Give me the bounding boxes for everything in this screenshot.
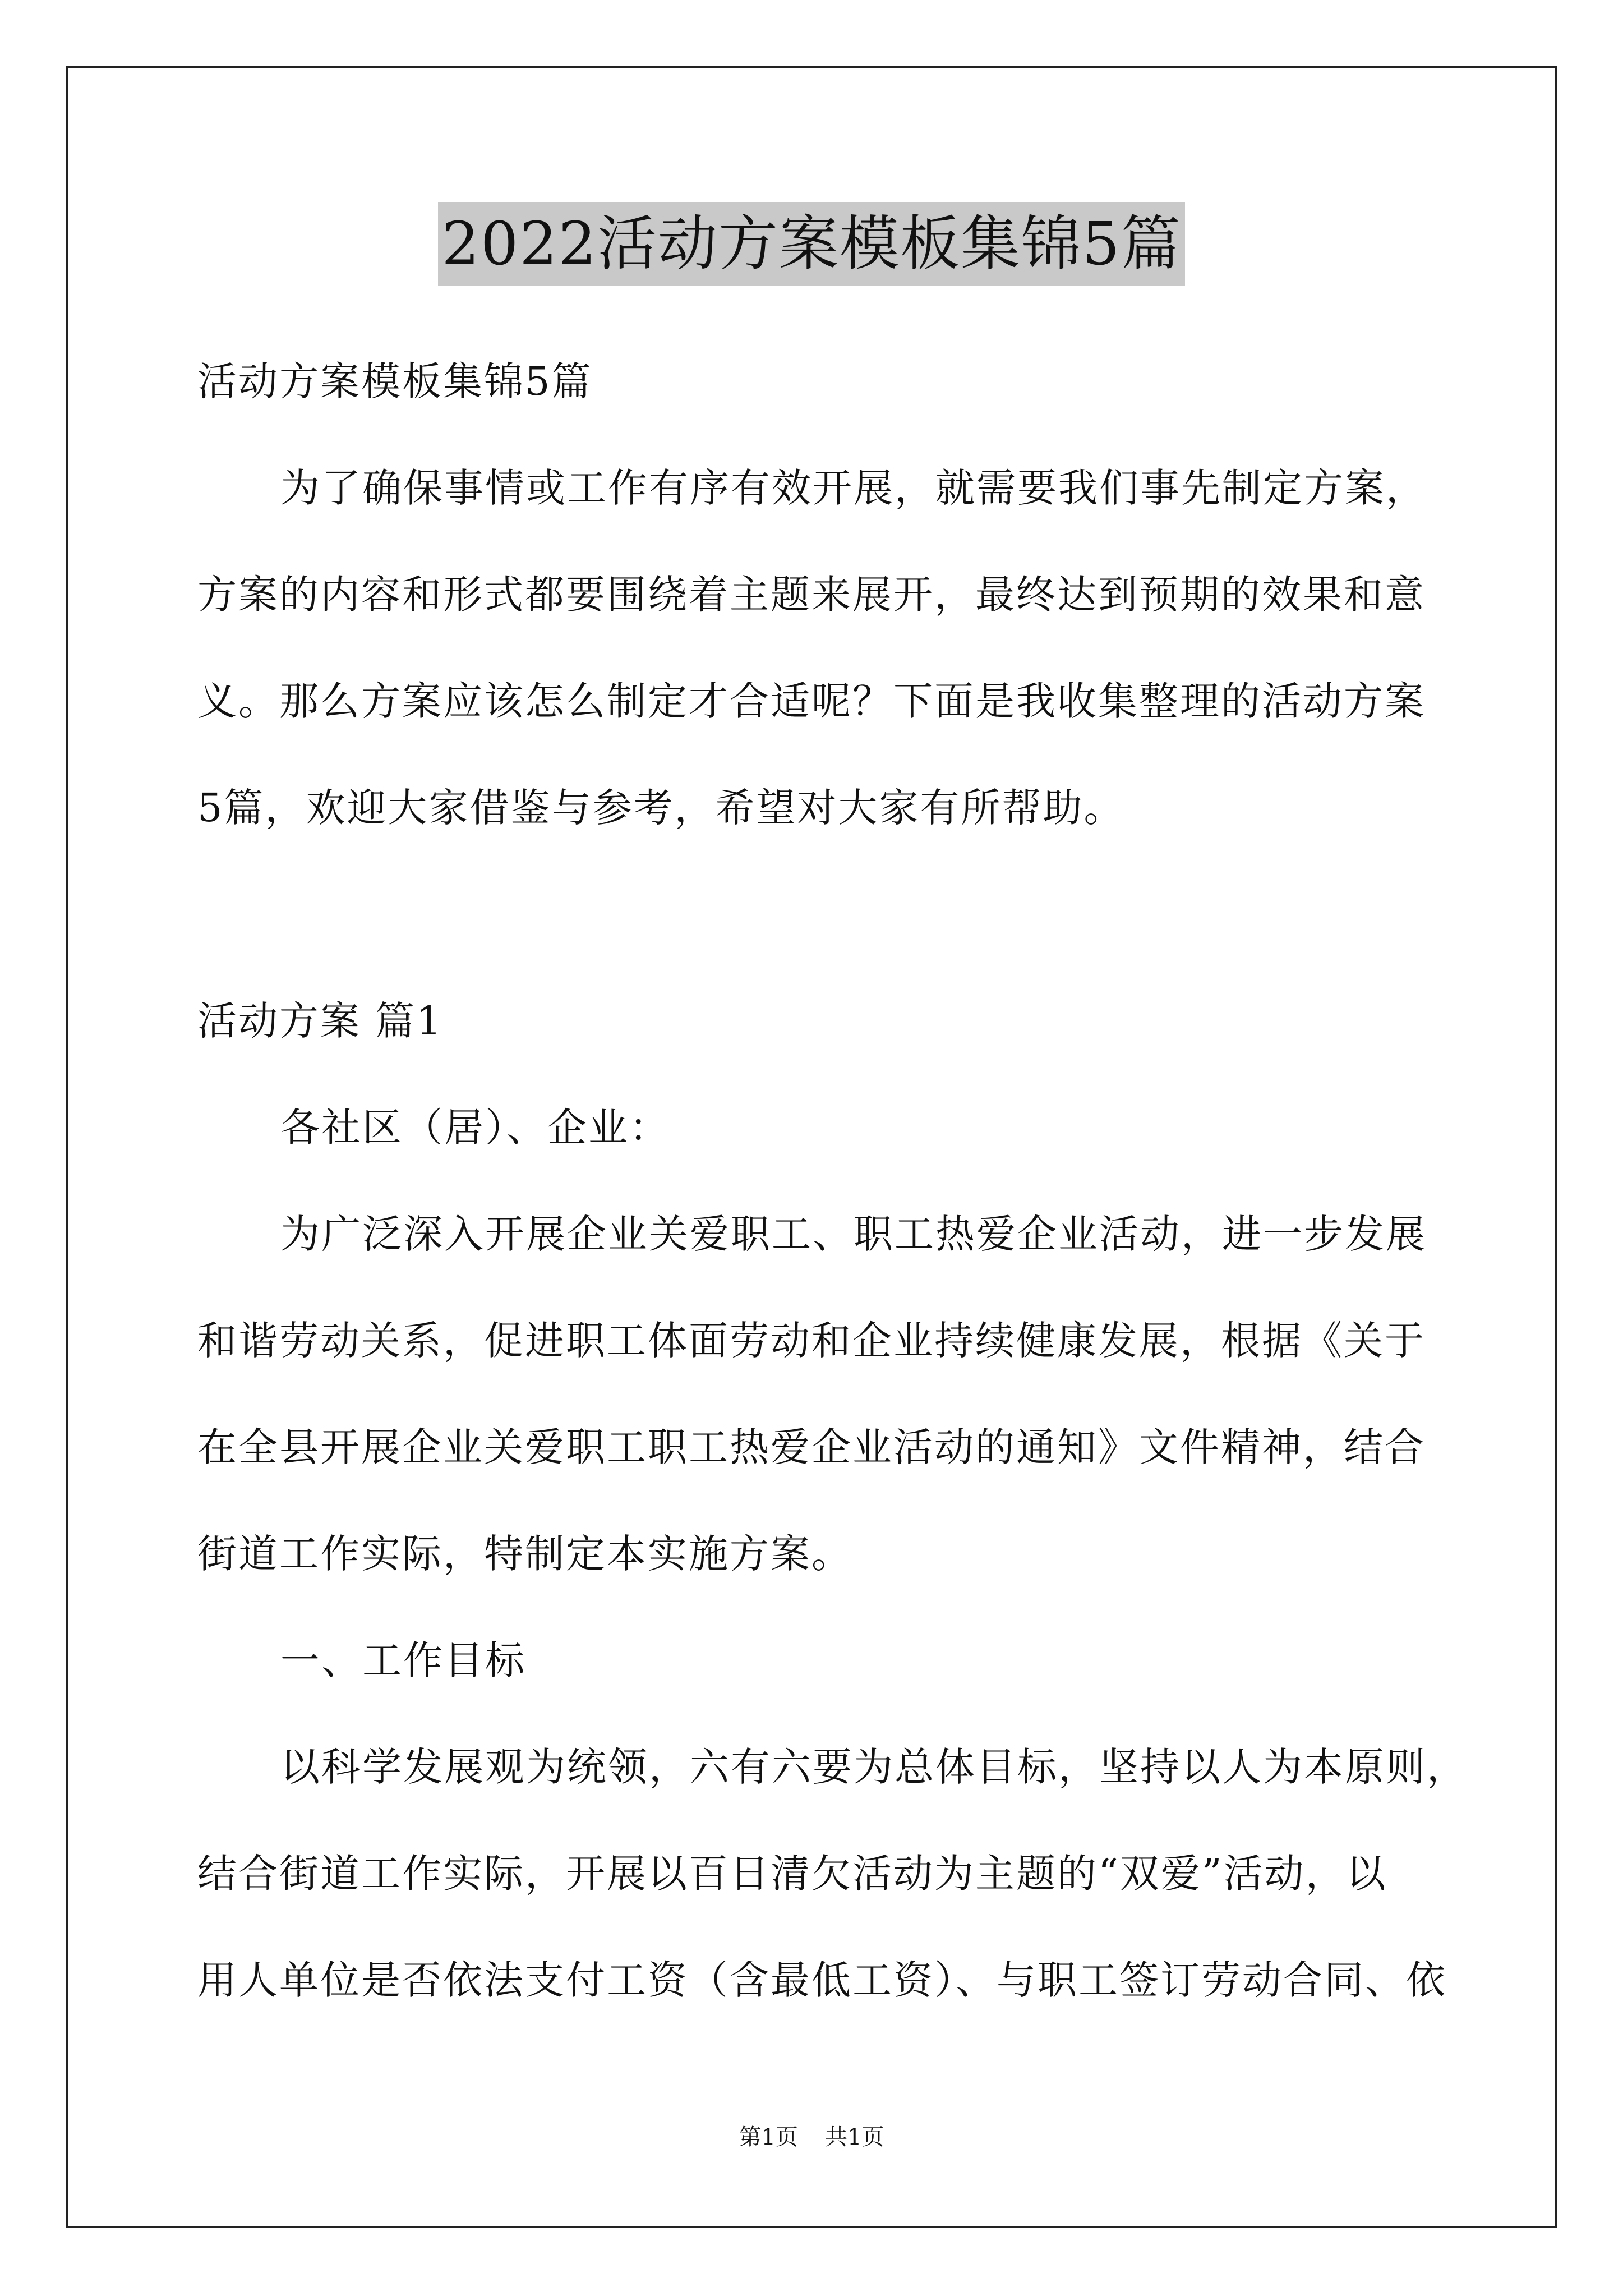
- page-number-current: 第1页: [739, 2124, 798, 2150]
- para2-line-1: 以科学发展观为统领，六有六要为总体目标，坚持以人为本原则，: [280, 1744, 1468, 1790]
- para1-line-1: 为广泛深入开展企业关爱职工、职工热爱企业活动，进一步发展: [280, 1211, 1427, 1257]
- page-footer: [0, 2120, 1623, 2154]
- section-heading: 活动方案 篇1: [197, 998, 443, 1044]
- page-number-total: 共1页: [825, 2124, 884, 2150]
- document-title: 2022活动方案模板集锦5篇: [438, 202, 1184, 286]
- title-container: [0, 202, 1623, 286]
- salutation: 各社区（居）、企业：: [280, 1105, 670, 1151]
- para1-line-2: 和谐劳动关系，促进职工体面劳动和企业持续健康发展，根据《关于: [197, 1318, 1426, 1364]
- para1-line-3: 在全县开展企业关爱职工职工热爱企业活动的通知》文件精神，结合: [197, 1424, 1426, 1470]
- intro-line-3: 义。那么方案应该怎么制定才合适呢？下面是我收集整理的活动方案: [197, 678, 1426, 724]
- heading-goal: 一、工作目标: [280, 1637, 526, 1683]
- intro-line-2: 方案的内容和形式都要围绕着主题来展开，最终达到预期的效果和意: [197, 572, 1426, 618]
- intro-line-4: 5篇，欢迎大家借鉴与参考，希望对大家有所帮助。: [197, 785, 1125, 831]
- para2-line-3: 用人单位是否依法支付工资（含最低工资）、与职工签订劳动合同、依: [197, 1957, 1447, 2003]
- para1-line-4: 街道工作实际，特制定本实施方案。: [197, 1531, 852, 1577]
- intro-line-1: 为了确保事情或工作有序有效开展，就需要我们事先制定方案，: [280, 465, 1427, 511]
- para2-line-2: 结合街道工作实际，开展以百日清欠活动为主题的“双爱”活动，以: [197, 1851, 1387, 1897]
- document-subtitle: 活动方案模板集锦5篇: [197, 358, 593, 404]
